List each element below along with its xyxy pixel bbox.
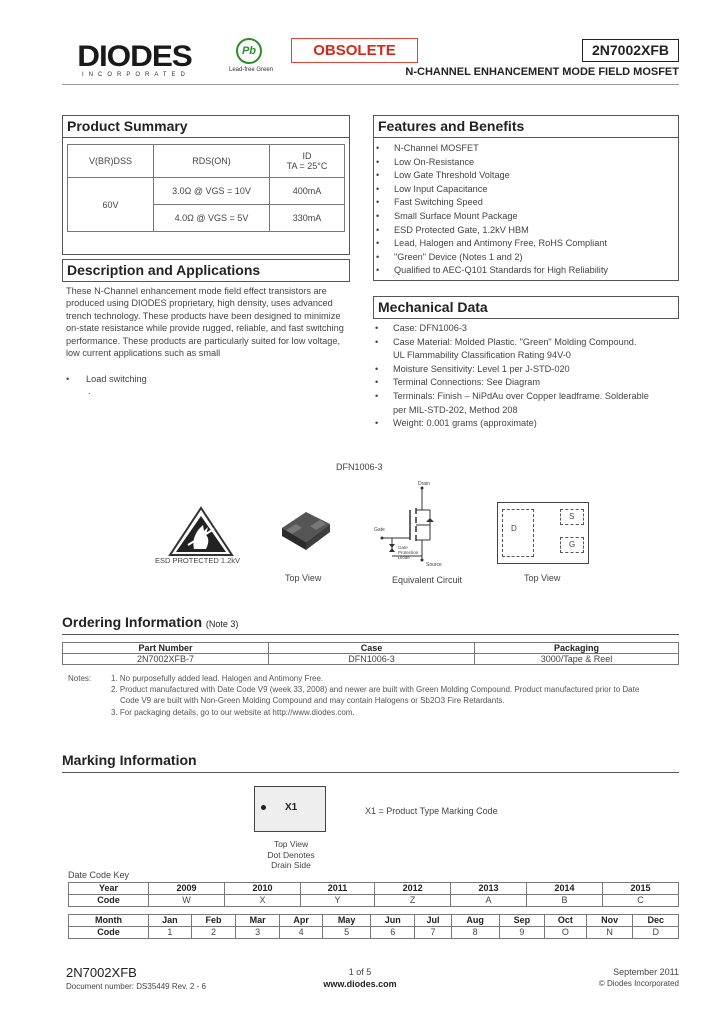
note-2: 2. Product manufactured with Date Code V9 (week 33, 2008) and newer are built with Green Molding Compound. Product manufactured prior to Date bbox=[111, 685, 640, 695]
mechanical-title: Mechanical Data bbox=[378, 299, 488, 315]
note-3: 3. For packaging details, go to our website at http://www.diodes.com. bbox=[111, 707, 355, 717]
list-item: • Low Gate Threshold Voltage bbox=[374, 169, 678, 183]
lead-free-label: Lead-free Green bbox=[229, 67, 274, 73]
list-item: • Case Material: Molded Plastic. "Green" Molding Compound. bbox=[373, 336, 679, 350]
description-title: Description and Applications bbox=[67, 262, 261, 278]
esd-label: ESD PROTECTED 1.2kV bbox=[155, 556, 241, 565]
source-label: Source bbox=[426, 562, 442, 568]
ord-col-part: Part Number bbox=[63, 643, 269, 654]
logo-subtitle: INCORPORATED bbox=[82, 72, 190, 78]
list-item: • Qualified to AEC-Q101 Standards for High Reliability bbox=[374, 264, 678, 278]
features-section bbox=[373, 115, 679, 281]
package-title: DFN1006-3 bbox=[336, 462, 383, 472]
list-item: • Weight: 0.001 grams (approximate) bbox=[373, 417, 679, 431]
list-item: • Terminals: Finish – NiPdAu over Copper leadframe. Solderable bbox=[373, 390, 679, 404]
features-title: Features and Benefits bbox=[374, 116, 678, 138]
table-row: Year 2009 2010 2011 2012 2013 2014 2015 bbox=[69, 883, 679, 895]
part-number-box: 2N7002XFB bbox=[582, 39, 679, 62]
col-id: ID TA = 25°C bbox=[270, 145, 345, 178]
description-section bbox=[62, 259, 350, 282]
list-item: UL Flammability Classification Rating 94V-0 bbox=[393, 350, 571, 361]
table-row: Code 1 2 3 4 5 6 7 8 9 O N D bbox=[69, 927, 679, 939]
drain-label: Drain bbox=[418, 481, 430, 487]
drain-dot-icon bbox=[261, 805, 266, 810]
list-item: • Fast Switching Speed bbox=[374, 196, 678, 210]
product-summary-table bbox=[67, 144, 345, 232]
marking-code-desc: X1 = Product Type Marking Code bbox=[365, 806, 498, 816]
vbr-value: 60V bbox=[68, 178, 154, 232]
description-text: These N-Channel enhancement mode field effect transistors are produced using DIODES proprietary, high density, uses advanced trench technology. These products have been designed to minimize on-state resistance while provide rugged, reliable, and fast switching performance. These products are particularly suited for low voltage, low current applications such as small bbox=[66, 286, 344, 359]
application-item: • Load switching bbox=[66, 374, 147, 384]
features-list bbox=[374, 142, 678, 278]
product-summary-title: Product Summary bbox=[63, 116, 349, 138]
list-item: • Low Input Capacitance bbox=[374, 183, 678, 197]
pinout-diagram bbox=[497, 502, 589, 564]
list-item: per MIL-STD-202, Method 208 bbox=[393, 404, 518, 415]
ordering-header bbox=[62, 614, 679, 635]
marking-title: Marking Information bbox=[62, 752, 197, 768]
footer-copyright: © Diodes Incorporated bbox=[598, 979, 679, 988]
note-2-cont: Code V9 are built with Non-Green Molding Compound and may contain Halogens or Sb2O3 Fire Retardants. bbox=[120, 696, 505, 706]
footer-page: 1 of 5 bbox=[348, 967, 372, 977]
ord-part-value: 2N7002XFB-7 bbox=[63, 654, 269, 665]
ord-case-value: DFN1006-3 bbox=[269, 654, 475, 665]
notes-label: Notes: bbox=[68, 674, 92, 683]
id-row-1: 400mA bbox=[270, 178, 345, 205]
list-item: • N-Channel MOSFET bbox=[374, 142, 678, 156]
list-item: • Low On-Resistance bbox=[374, 156, 678, 170]
page-subtitle: N-CHANNEL ENHANCEMENT MODE FIELD MOSFET bbox=[405, 66, 679, 78]
footer-doc-number: Document number: DS35449 Rev. 2 - 6 bbox=[66, 982, 206, 991]
pad-drain: D bbox=[502, 509, 534, 557]
list-item: • "Green" Device (Notes 1 and 2) bbox=[374, 251, 678, 265]
marking-header bbox=[62, 752, 679, 773]
ord-col-packaging: Packaging bbox=[475, 643, 679, 654]
esd-warning-icon bbox=[166, 505, 236, 557]
footer-date: September 2011 bbox=[613, 967, 679, 977]
col-rds: RDS(ON) bbox=[154, 145, 270, 178]
date-code-key-label: Date Code Key bbox=[68, 870, 130, 880]
equivalent-circuit-label: Equivalent Circuit bbox=[392, 575, 463, 585]
top-view-label-1: Top View bbox=[285, 573, 322, 583]
list-item: • Lead, Halogen and Antimony Free, RoHS Compliant bbox=[374, 237, 678, 251]
obsolete-stamp: OBSOLETE bbox=[291, 38, 418, 63]
footer-part: 2N7002XFB bbox=[66, 965, 137, 980]
ord-col-case: Case bbox=[269, 643, 475, 654]
pad-source: S bbox=[560, 509, 584, 525]
package-3d-image bbox=[276, 500, 336, 560]
marking-chip bbox=[254, 786, 326, 832]
table-row bbox=[63, 654, 679, 665]
lead-free-icon: Pb bbox=[236, 38, 262, 64]
col-vbr: V(BR)DSS bbox=[68, 145, 154, 178]
diodes-logo: DIODES bbox=[77, 40, 192, 73]
list-item: • Moisture Sensitivity: Level 1 per J-STD-020 bbox=[373, 363, 679, 377]
gate-protection-label: Gate Protection Diode bbox=[398, 545, 419, 560]
rds-row-1: 3.0Ω @ VGS = 10V bbox=[154, 178, 270, 205]
list-item: • ESD Protected Gate, 1.2kV HBM bbox=[374, 224, 678, 238]
ordering-note: (Note 3) bbox=[205, 619, 239, 629]
stray-dot: . bbox=[88, 386, 91, 396]
table-row: Code W X Y Z A B C bbox=[69, 895, 679, 907]
notes-list bbox=[111, 673, 681, 718]
marking-caption: Top View Dot Denotes Drain Side bbox=[267, 839, 315, 870]
id-row-2: 330mA bbox=[270, 205, 345, 232]
pad-gate: G bbox=[560, 537, 584, 553]
table-row: Month Jan Feb Mar Apr May Jun Jul Aug Sep Oct Nov Dec bbox=[69, 915, 679, 927]
ordering-table bbox=[62, 642, 679, 665]
note-1: 1. No purposefully added lead. Halogen and Antimony Free. bbox=[111, 674, 324, 683]
mechanical-list bbox=[373, 322, 679, 431]
ordering-title: Ordering Information bbox=[62, 614, 202, 630]
list-item: • Terminal Connections: See Diagram bbox=[373, 376, 679, 390]
gate-label: Gate bbox=[374, 527, 385, 533]
list-item: • Case: DFN1006-3 bbox=[373, 322, 679, 336]
chip-marking-code: X1 bbox=[285, 802, 298, 813]
product-summary-section bbox=[62, 115, 350, 255]
year-code-table bbox=[68, 882, 679, 907]
top-view-label-2: Top View bbox=[524, 573, 561, 583]
rds-row-2: 4.0Ω @ VGS = 5V bbox=[154, 205, 270, 232]
ord-packaging-value: 3000/Tape & Reel bbox=[475, 654, 679, 665]
mechanical-section bbox=[373, 296, 679, 319]
header-divider bbox=[62, 84, 679, 85]
month-code-table bbox=[68, 914, 679, 939]
footer-website[interactable]: www.diodes.com bbox=[323, 979, 397, 989]
list-item: • Small Surface Mount Package bbox=[374, 210, 678, 224]
